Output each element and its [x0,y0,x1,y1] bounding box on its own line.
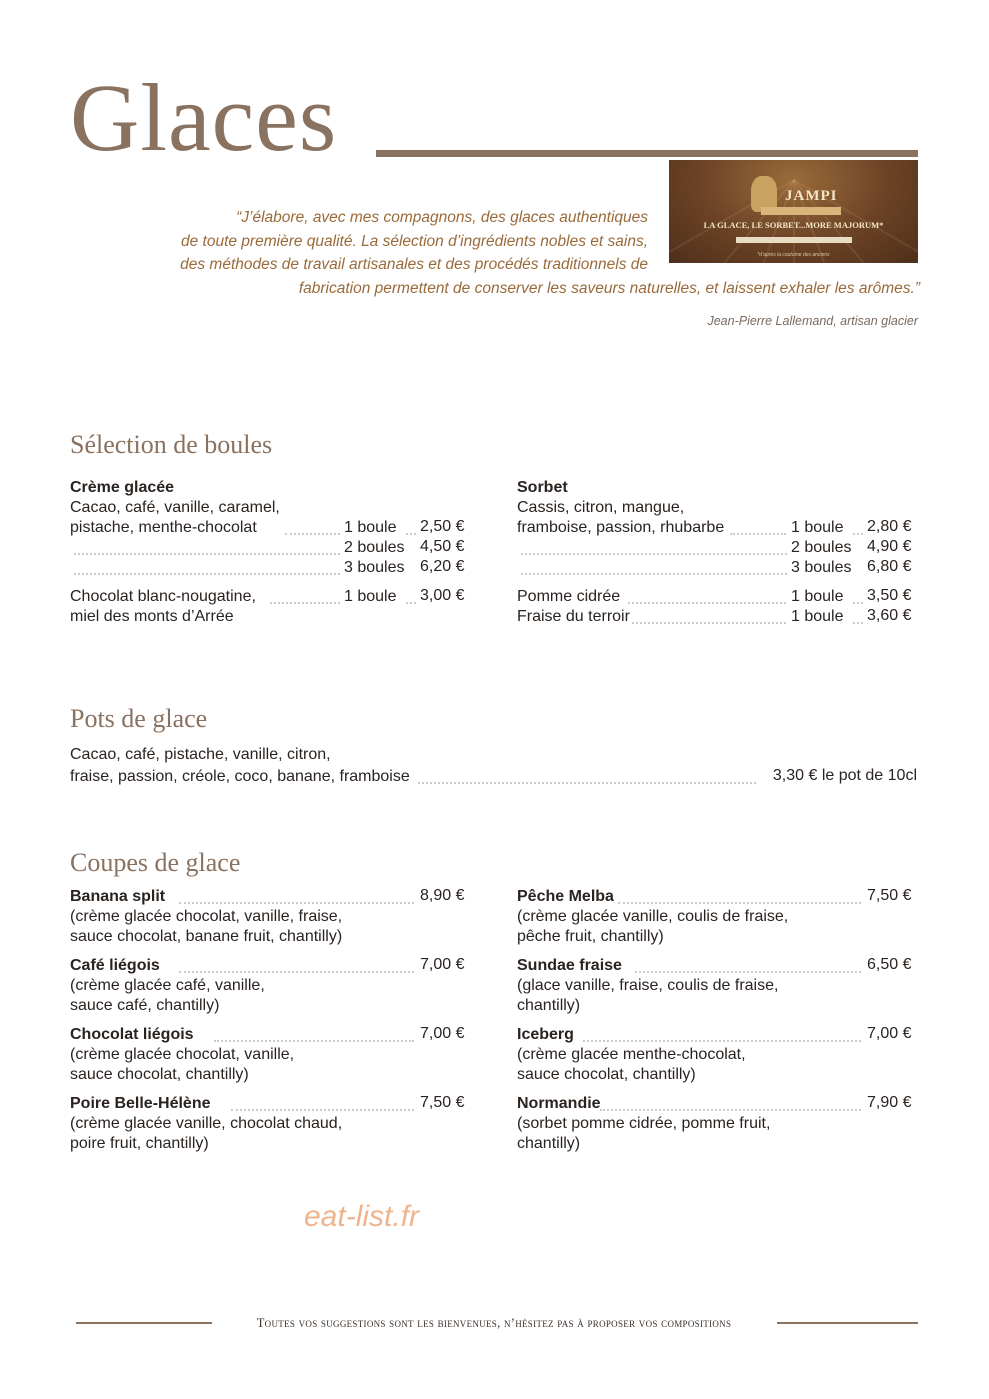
dot-leader [583,1040,861,1042]
item-desc: fraise, passion, créole, coco, banane, framboise [70,768,410,785]
item-qty: 3 boules [344,559,405,576]
coupe-price: 7,50 € [867,887,912,904]
coupe-price: 8,90 € [420,887,465,904]
coupe-name: Normandie [517,1095,601,1112]
coupe-desc: chantilly) [517,1135,581,1152]
dot-leader [521,553,787,555]
quote-line: “J’élabore, avec mes compagnons, des glaces authentiques [236,209,648,226]
coupe-name: Poire Belle-Hélène [70,1095,211,1112]
coupe-desc: sauce chocolat, banane fruit, chantilly) [70,928,343,945]
coupe-desc: (glace vanille, fraise, coulis de fraise, [517,977,779,994]
item-desc: miel des monts d’Arrée [70,608,234,625]
item-name: Crème glacée [70,479,175,496]
quote-author: Jean-Pierre Lallemand, artisan glacier [707,314,918,328]
item-name: Chocolat blanc-nougatine, [70,588,256,605]
item-qty: 1 boule [344,519,397,536]
footer-rule-left [76,1322,212,1324]
coupe-name: Chocolat liégois [70,1026,194,1043]
dot-leader [406,533,416,535]
quote-line: de toute première qualité. La sélection d’ingrédients nobles et sains, [180,232,648,250]
item-qty: 2 boules [344,539,405,556]
coupe-desc: poire fruit, chantilly) [70,1135,209,1152]
dot-leader [521,573,787,575]
coupe-desc: (sorbet pomme cidrée, pomme fruit, [517,1115,771,1132]
dot-leader [74,553,340,555]
coupe-name: Pêche Melba [517,888,614,905]
item-price: 3,50 € [867,587,912,604]
coupe-price: 7,50 € [420,1094,465,1111]
coupe-desc: (crème glacée café, vanille, [70,977,265,994]
coupe-price: 7,90 € [867,1094,912,1111]
coupe-desc: sauce chocolat, chantilly) [70,1066,249,1083]
logo-brand: JAMPI [785,188,838,204]
item-name: Fraise du terroir [517,608,630,625]
dot-leader [600,1109,861,1111]
item-price: 3,30 € le pot de 10cl [772,767,917,784]
coupe-desc: sauce chocolat, chantilly) [517,1066,696,1083]
dot-leader [853,533,863,535]
dot-leader [270,602,340,604]
dot-leader [635,971,861,973]
coupe-desc: sauce café, chantilly) [70,997,220,1014]
coupe-price: 7,00 € [420,1025,465,1042]
item-desc: pistache, menthe-chocolat [70,519,257,536]
dot-leader [628,602,786,604]
title-rule [376,150,918,157]
section-title-coupes: Coupes de glace [70,848,241,877]
item-price: 3,60 € [867,607,912,624]
watermark: eat-list.fr [304,1200,420,1233]
item-desc: framboise, passion, rhubarbe [517,519,725,536]
coupe-desc: (crème glacée chocolat, vanille, [70,1046,295,1063]
dot-leader [618,902,861,904]
coupe-price: 6,50 € [867,956,912,973]
item-qty: 3 boules [791,559,852,576]
dot-leader [74,573,340,575]
item-price: 4,50 € [420,538,465,555]
dot-leader [285,533,340,535]
coupe-desc: (crème glacée vanille, chocolat chaud, [70,1115,343,1132]
item-qty: 1 boule [791,588,844,605]
dot-leader [632,622,786,624]
coupe-desc: (crème glacée vanille, coulis de fraise, [517,908,789,925]
section-title-pots: Pots de glace [70,704,208,733]
item-desc: Cacao, café, vanille, caramel, [70,499,280,516]
item-qty: 1 boule [791,608,844,625]
dot-leader [231,1109,414,1111]
item-price: 2,80 € [867,518,912,535]
coupe-price: 7,00 € [867,1025,912,1042]
item-price: 2,50 € [420,518,465,535]
coupe-desc: pêche fruit, chantilly) [517,928,664,945]
quote [130,206,920,306]
footer-rule-right [777,1322,918,1324]
item-name: Pomme cidrée [517,588,621,605]
quote-line: des méthodes de travail artisanales et des procédés traditionnels de [180,256,648,273]
dot-leader [730,533,786,535]
item-price: 6,80 € [867,558,912,575]
item-qty: 1 boule [791,519,844,536]
page-title: Glaces [70,64,338,171]
item-price: 6,20 € [420,558,465,575]
item-desc: Cassis, citron, mangue, [517,499,685,516]
coupe-name: Iceberg [517,1026,574,1043]
dot-leader [179,902,414,904]
item-name: Sorbet [517,479,568,496]
coupe-name: Sundae fraise [517,957,622,974]
dot-leader [418,782,756,784]
dot-leader [179,971,414,973]
dot-leader [214,1040,414,1042]
quote-line: fabrication permettent de conserver les saveurs naturelles, et laissent exhaler les arômes.” [298,279,920,297]
item-qty: 2 boules [791,539,852,556]
coupe-desc: chantilly) [517,997,581,1014]
logo-footnote: *d’après la coutume des anciens [757,252,830,258]
coupe-name: Banana split [70,888,166,905]
item-qty: 1 boule [344,588,397,605]
coupe-name: Café liégois [70,957,160,974]
footer-note: Toutes vos suggestions sont les bienvenues, n’hésitez pas à proposer vos compositions [256,1316,732,1330]
dot-leader [853,622,863,624]
item-price: 3,00 € [420,587,465,604]
dot-leader [853,602,863,604]
coupe-desc: (crème glacée chocolat, vanille, fraise, [70,908,343,925]
coupe-desc: (crème glacée menthe-chocolat, [517,1046,746,1063]
item-price: 4,90 € [867,538,912,555]
coupe-price: 7,00 € [420,956,465,973]
dot-leader [406,602,416,604]
logo-tagline: LA GLACE, LE SORBET...MORE MAJORUM* [703,220,884,230]
item-desc: Cacao, café, pistache, vanille, citron, [70,746,331,763]
section-title-boules: Sélection de boules [70,430,273,459]
